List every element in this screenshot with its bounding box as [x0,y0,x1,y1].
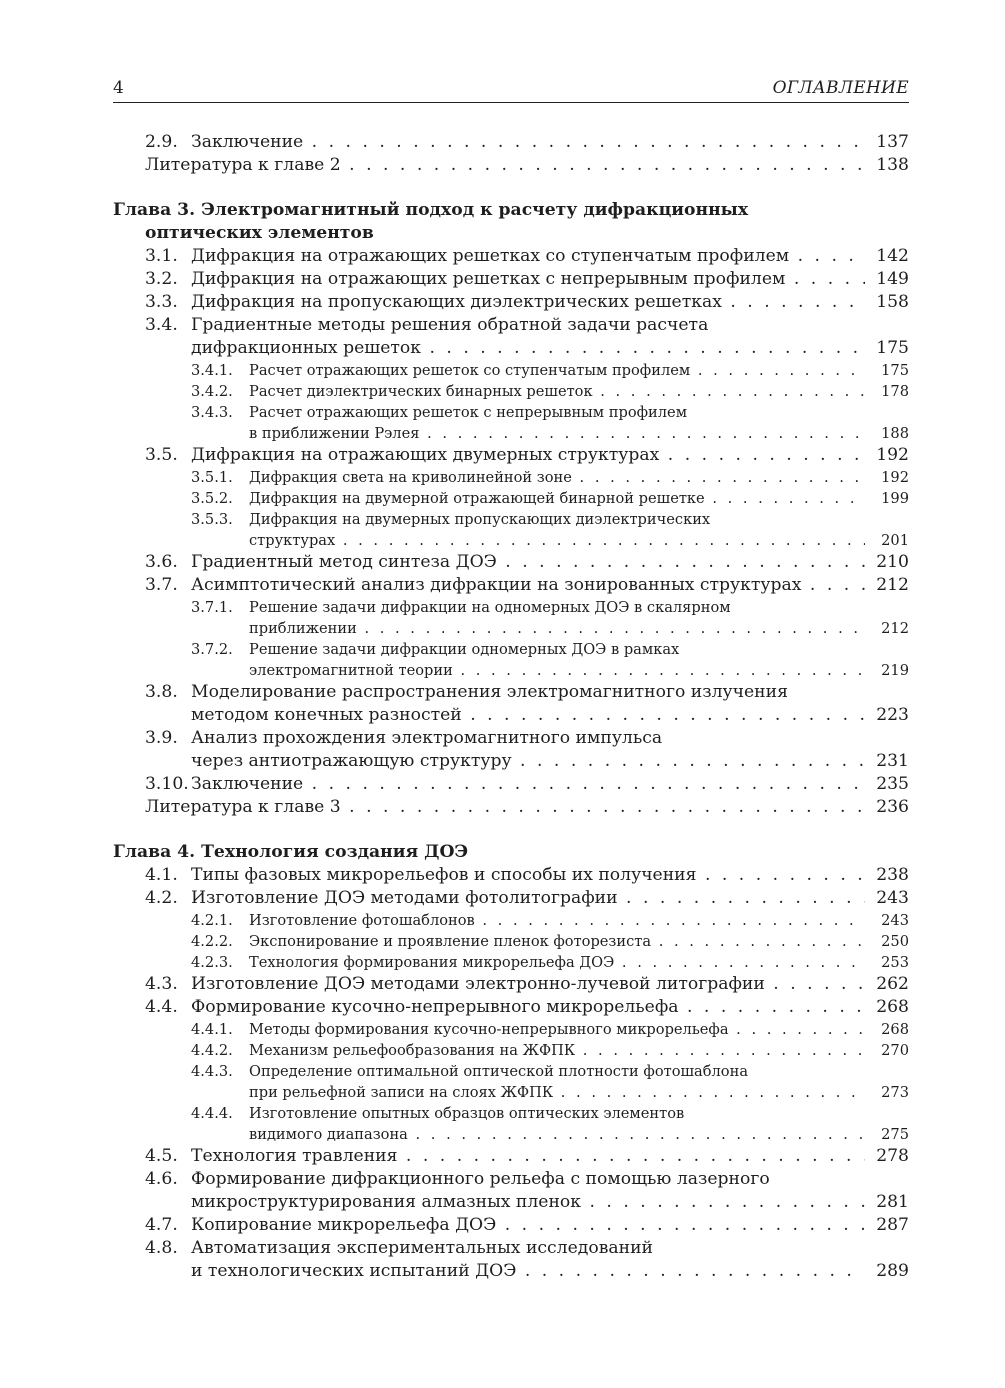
toc-entry-continuation[interactable] [113,337,909,360]
toc-entry-continuation[interactable] [113,660,909,681]
toc-entry-title: видимого диапазона . . . [249,1124,865,1145]
toc-entry-title: Технология травления . . . [191,1145,865,1168]
toc-entry-title: структурах . . . [249,530,865,551]
toc-entry[interactable] [113,488,909,509]
toc-entry-number: 4.2.2. [191,933,233,950]
toc-entry-title: микроструктурирования алмазных пленок . . . [191,1191,865,1214]
toc-entry-title: Изготовление опытных образцов оптических элементов [249,1105,685,1122]
toc-entry-title: Асимптотический анализ дифракции на зонированных структурах . . . [191,574,865,597]
page-number: 4 [113,78,124,98]
toc-entry-continuation[interactable] [113,704,909,727]
toc-entry[interactable] [113,1237,909,1260]
toc-entry-number: 4.4.3. [191,1063,233,1080]
toc-entry-title: Формирование дифракционного рельефа с помощью лазерного [191,1169,770,1189]
toc-entry-title: Технология формирования микрорельефа ДОЭ . . . [249,952,865,973]
toc-entry-title: Типы фазовых микрорельефов и способы их получения . . . [191,864,865,887]
toc-entry-title: Расчет отражающих решеток с непрерывным профилем [249,404,688,421]
toc-entry-page: 289 [876,1261,909,1281]
toc-entry-title: Заключение . . . [191,773,865,796]
toc-entry-number: 3.5.2. [191,490,233,507]
toc-entry-number: 3.7. [145,575,178,595]
toc-entry-title: Автоматизация экспериментальных исследований [191,1238,653,1258]
toc-entry-continuation[interactable] [113,1124,909,1145]
toc-entry-continuation[interactable] [113,618,909,639]
toc-entry-page: 238 [876,865,909,885]
toc-entry-page: 137 [876,132,909,152]
toc-entry-page: 219 [881,662,909,679]
toc-entry-page: 231 [876,751,909,771]
toc-entry-title: Расчет отражающих решеток со ступенчатым профилем . . . [249,360,865,381]
running-title: ОГЛАВЛЕНИЕ [772,78,909,98]
toc-entry[interactable] [113,268,909,291]
chapter-heading[interactable] [113,841,909,864]
toc-entry-page: 210 [876,552,909,572]
toc-entry[interactable] [113,509,909,530]
toc-entry-page: 178 [881,383,909,400]
toc-entry[interactable] [113,381,909,402]
toc-entry[interactable] [113,360,909,381]
toc-entry-page: 236 [876,797,909,817]
chapter-heading[interactable] [113,199,909,245]
toc-entry[interactable] [113,291,909,314]
toc-entry-page: 223 [876,705,909,725]
toc-entry-number: 4.4. [145,997,178,1017]
toc-entry-title: Решение задачи дифракции на одномерных ДОЭ в скалярном [249,599,731,616]
toc-entry-title: Дифракция на двумерных пропускающих диэлектрических [249,511,711,528]
toc-entry[interactable] [113,996,909,1019]
toc-entry[interactable] [113,467,909,488]
toc-entry[interactable] [113,1145,909,1168]
toc-entry-title: Дифракция на отражающих двумерных структурах . . . [191,444,865,467]
toc-entry-title: Литература к главе 2 . . . [145,154,865,177]
toc-entry[interactable] [113,551,909,574]
chapter-title-line: Глава 4. Технология создания ДОЭ [113,842,469,862]
toc-entry[interactable] [113,597,909,618]
toc-entry-number: 4.7. [145,1215,178,1235]
toc-entry-number: 4.5. [145,1146,178,1166]
toc-entry-title: Изготовление ДОЭ методами фотолитографии . . . [191,887,865,910]
toc-entry-number: 3.2. [145,269,178,289]
toc-entry-number: 2.9. [145,132,178,152]
toc-entry-title: Методы формирования кусочно-непрерывного микрорельефа . . . [249,1019,865,1040]
toc-entry-number: 3.3. [145,292,178,312]
toc-entry[interactable] [113,931,909,952]
toc-entry[interactable] [113,1103,909,1124]
toc-entry-title: Изготовление фотошаблонов . . . [249,910,865,931]
toc-entry-number: 4.8. [145,1238,178,1258]
toc-entry-page: 262 [876,974,909,994]
toc-entry-page: 278 [876,1146,909,1166]
toc-entry-page: 192 [876,445,909,465]
toc-entry-continuation[interactable] [113,1191,909,1214]
page-header [113,76,909,103]
chapter-3-entries [113,245,909,819]
toc-entry[interactable] [113,910,909,931]
toc-entry[interactable] [113,574,909,597]
toc-entry-number: 3.6. [145,552,178,572]
toc-entry-title: Дифракция на двумерной отражающей бинарной решетке . . . [249,488,865,509]
toc-entry-title: Градиентный метод синтеза ДОЭ . . . [191,551,865,574]
chapter-4-entries [113,864,909,1283]
toc-entry-page: 149 [876,269,909,289]
toc-entry[interactable] [113,314,909,337]
toc-entry-title: приближении . . . [249,618,865,639]
toc-entry-number: 3.10. [145,774,189,794]
toc-entry-page: 268 [881,1021,909,1038]
toc-entry-page: 199 [881,490,909,507]
toc-entry[interactable] [113,1061,909,1082]
toc-entry-page: 273 [881,1084,909,1101]
toc-entry[interactable] [113,1040,909,1061]
toc-entry-title: через антиотражающую структуру . . . [191,750,865,773]
toc-entry-number: 3.4.1. [191,362,233,379]
toc-entry-title: Дифракция на пропускающих диэлектрических решетках . . . [191,291,865,314]
toc-entry-title: Определение оптимальной оптической плотности фотошаблона [249,1063,749,1080]
toc-entry[interactable] [113,973,909,996]
toc-entry-title: Градиентные методы решения обратной задачи расчета [191,315,709,335]
toc-entry[interactable] [113,245,909,268]
toc-entry-page: 192 [881,469,909,486]
toc-entry[interactable] [113,444,909,467]
toc-entry[interactable] [113,864,909,887]
toc-entry-page: 212 [876,575,909,595]
toc-entry-page: 142 [876,246,909,266]
toc-entry-number: 3.4. [145,315,178,335]
toc-entry-title: Копирование микрорельефа ДОЭ . . . [191,1214,865,1237]
toc-entry-page: 235 [876,774,909,794]
toc-entry-page: 243 [881,912,909,929]
toc-entry-title: Литература к главе 3 . . . [145,796,865,819]
toc-entry-number: 3.9. [145,728,178,748]
toc-entry-number: 3.1. [145,246,178,266]
toc-entry-continuation[interactable] [113,1260,909,1283]
toc-entry-title: методом конечных разностей . . . [191,704,865,727]
toc-entry-title: Изготовление ДОЭ методами электронно-лучевой литографии . . . [191,973,865,996]
section-gap [113,177,909,199]
toc-entry-title: Решение задачи дифракции одномерных ДОЭ в рамках [249,641,680,658]
table-of-contents [113,131,909,1283]
toc-entry[interactable] [113,796,909,819]
toc-entry[interactable] [113,402,909,423]
toc-entry-title: Экспонирование и проявление пленок фоторезиста . . . [249,931,865,952]
toc-entry-page: 270 [881,1042,909,1059]
toc-entry[interactable] [113,639,909,660]
toc-entry-title: Дифракция на отражающих решетках со ступенчатым профилем . . . [191,245,865,268]
toc-entry-number: 4.4.1. [191,1021,233,1038]
toc-entry-title: Расчет диэлектрических бинарных решеток . . . [249,381,865,402]
toc-entry[interactable] [113,131,909,154]
toc-entry-number: 4.2.3. [191,954,233,971]
toc-entry-page: 212 [881,620,909,637]
toc-entry-page: 138 [876,155,909,175]
toc-entry-number: 3.7.2. [191,641,233,658]
toc-entry[interactable] [113,681,909,704]
toc-entry-title: Дифракция на отражающих решетках с непрерывным профилем . . . [191,268,865,291]
toc-entry[interactable] [113,1214,909,1237]
toc-entry-page: 281 [876,1192,909,1212]
toc-entry-number: 3.7.1. [191,599,233,616]
toc-entry-number: 3.5.1. [191,469,233,486]
toc-entry-page: 201 [881,532,909,549]
toc-entry-page: 268 [876,997,909,1017]
toc-entry-title: Моделирование распространения электромагнитного излучения [191,682,788,702]
toc-entry[interactable] [113,952,909,973]
toc-entry-number: 4.1. [145,865,178,885]
chapter-title-line: оптических элементов [145,223,374,243]
toc-entry-number: 4.3. [145,974,178,994]
toc-entry[interactable] [113,1168,909,1191]
toc-entry-page: 175 [881,362,909,379]
toc-entry-number: 3.4.2. [191,383,233,400]
toc-entry-page: 250 [881,933,909,950]
toc-entry-title: Заключение . . . [191,131,865,154]
toc-entry-continuation[interactable] [113,1082,909,1103]
toc-entry[interactable] [113,1019,909,1040]
toc-entry-number: 4.2.1. [191,912,233,929]
toc-entry-number: 3.5.3. [191,511,233,528]
toc-entry-title: Механизм рельефообразования на ЖФПК . . . [249,1040,865,1061]
toc-entry-number: 4.4.2. [191,1042,233,1059]
toc-entry-page: 188 [881,425,909,442]
toc-entry-number: 4.4.4. [191,1105,233,1122]
toc-entry-continuation[interactable] [113,530,909,551]
toc-entry-title: и технологических испытаний ДОЭ . . . [191,1260,865,1283]
toc-entry-number: 3.8. [145,682,178,702]
toc-entry-number: 3.5. [145,445,178,465]
toc-entry-number: 4.6. [145,1169,178,1189]
toc-entry-title: Дифракция света на криволинейной зоне . . . [249,467,865,488]
toc-entry-continuation[interactable] [113,423,909,444]
toc-entry-page: 275 [881,1126,909,1143]
toc-entry-number: 3.4.3. [191,404,233,421]
toc-entry-number: 4.2. [145,888,178,908]
toc-entry[interactable] [113,887,909,910]
toc-entry-page: 243 [876,888,909,908]
toc-entry-title: Анализ прохождения электромагнитного импульса [191,728,663,748]
toc-entry[interactable] [113,773,909,796]
chapter-title-line: Глава 3. Электромагнитный подход к расчету дифракционных [113,200,749,220]
toc-entry[interactable] [113,727,909,750]
toc-entry-page: 253 [881,954,909,971]
toc-entry-continuation[interactable] [113,750,909,773]
toc-entry-title: при рельефной записи на слоях ЖФПК . . . [249,1082,865,1103]
toc-entry-title: электромагнитной теории . . . [249,660,865,681]
toc-entry[interactable] [113,154,909,177]
section-gap [113,819,909,841]
toc-entry-page: 287 [876,1215,909,1235]
toc-entry-page: 158 [876,292,909,312]
toc-entry-title: Формирование кусочно-непрерывного микрорельефа . . . [191,996,865,1019]
toc-entry-page: 175 [876,338,909,358]
toc-entry-title: в приближении Рэлея . . . [249,423,865,444]
toc-entry-title: дифракционных решеток . . . [191,337,865,360]
